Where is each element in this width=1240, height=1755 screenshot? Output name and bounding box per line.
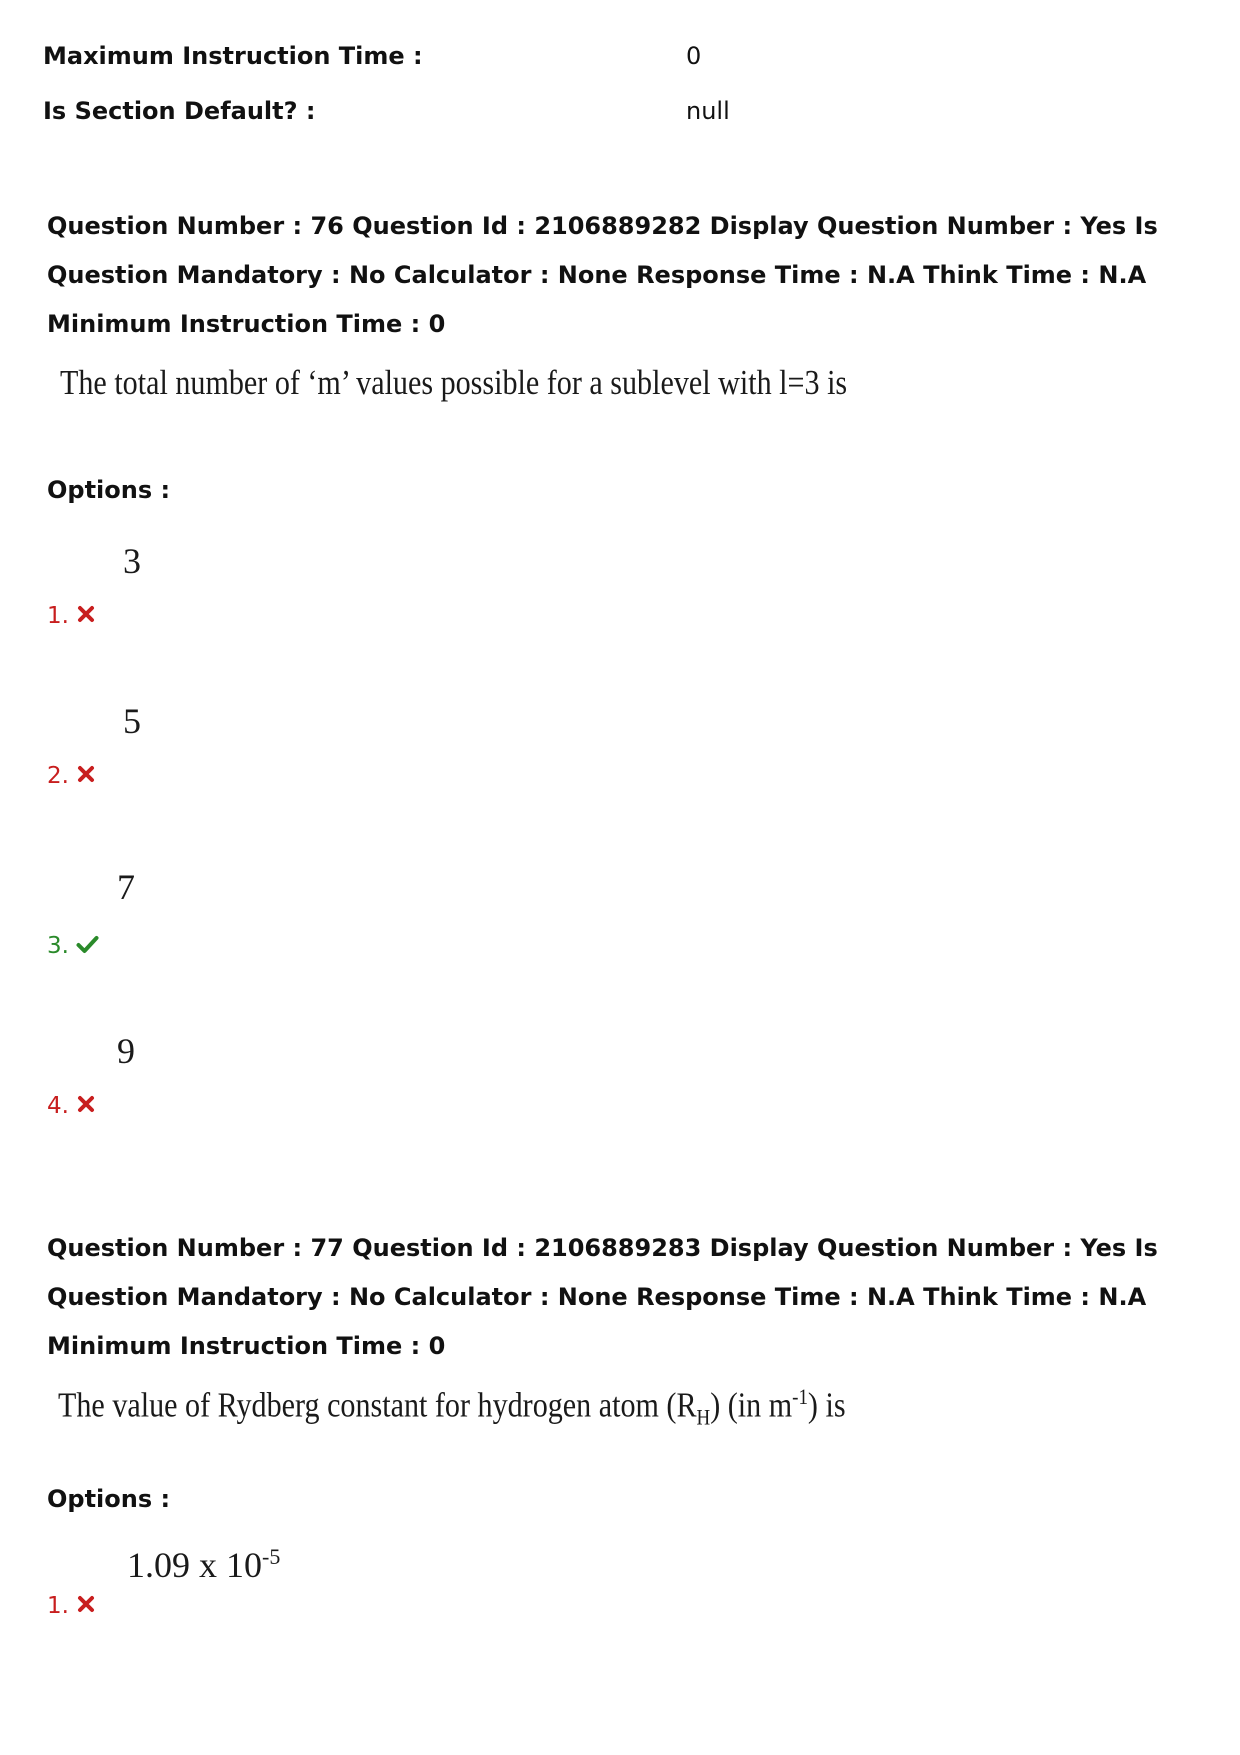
question-text: The value of Rydberg constant for hydrogen atom $(R_H)$ (in $m^{-1}$) is	[58, 1384, 846, 1430]
question-header: Question Number : 76 Question Id : 2106889282 Display Question Number : Yes Is Question Mandatory : No Calculator : None Response Time : N.A Think Time : N.A Minimum Instruction Time : 0	[47, 212, 1158, 338]
option-item	[47, 1030, 647, 1120]
cross-icon	[76, 604, 96, 624]
section-default-value: null	[686, 97, 730, 125]
cross-icon	[76, 1094, 96, 1114]
option-value: 5	[123, 701, 141, 741]
option-number: 1.	[47, 603, 69, 629]
max-instruction-time-value: 0	[686, 42, 702, 70]
option-value: 3	[123, 541, 141, 581]
check-icon	[75, 934, 100, 954]
option-item	[47, 540, 647, 630]
question-text: The total number of ‘m’ values possible for a sublevel with l=3 is	[60, 363, 848, 402]
cross-icon	[76, 1594, 96, 1614]
max-instruction-time-label: Maximum Instruction Time :	[43, 42, 423, 70]
option-number: 4.	[47, 1093, 69, 1119]
cross-icon	[76, 764, 96, 784]
option-number: 1.	[47, 1593, 69, 1619]
question-header: Question Number : 77 Question Id : 2106889283 Display Question Number : Yes Is Question Mandatory : No Calculator : None Response Time : N.A Think Time : N.A Minimum Instruction Time : 0	[47, 1234, 1158, 1360]
option-value: 9	[117, 1031, 135, 1071]
option-item	[47, 867, 647, 960]
option-number: 3.	[47, 933, 69, 959]
option-number: 2.	[47, 763, 69, 789]
option-item	[47, 700, 647, 790]
section-default-label: Is Section Default? :	[43, 97, 316, 125]
option-item	[47, 1530, 647, 1620]
option-value: 7	[117, 867, 135, 907]
option-value: 1.09 x $10^{-5}$	[127, 1544, 281, 1585]
options-label: Options :	[47, 1485, 171, 1513]
options-label: Options :	[47, 476, 171, 504]
